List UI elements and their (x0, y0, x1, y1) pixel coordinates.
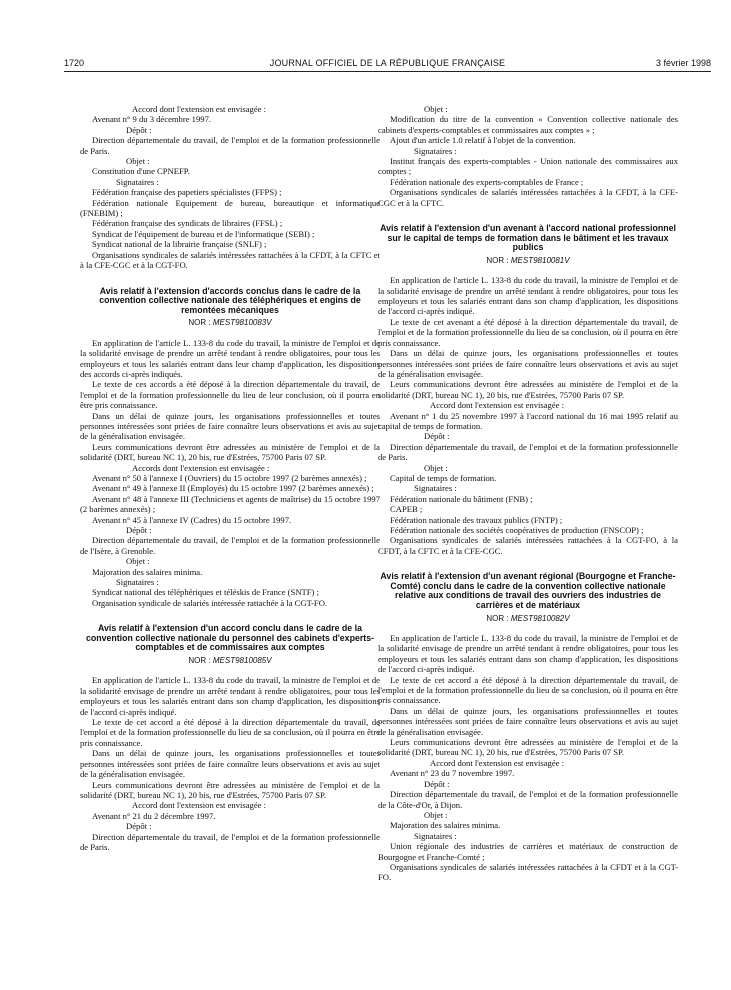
paragraph: Organisations syndicales de salariés intéressées rattachées à la CFDT, à la CFTC et à la CFE-CGC et à la CGT-FO. (80, 249, 380, 271)
section-label: Objet : (424, 809, 448, 820)
journal-title: JOURNAL OFFICIEL DE LA RÉPUBLIQUE FRANÇAISE (269, 58, 506, 68)
paragraph: Direction départementale du travail, de l'emploi et de la formation professionnelle de Paris. (80, 135, 380, 156)
paragraph: Capital de temps de formation. (390, 472, 497, 483)
header-rule (64, 71, 711, 72)
section-label: Accord dont l'extension est envisagée : (430, 400, 564, 411)
paragraph: Avenant n° 23 du 7 novembre 1997. (390, 768, 515, 779)
nor-reference (378, 256, 678, 266)
nor-label: NOR : (486, 613, 509, 623)
paragraph: Institut français des experts-comptables - Union nationale des commissaires aux comptes ; (378, 156, 678, 177)
paragraph: En application de l'article L. 133-8 du code du travail, la ministre de l'emploi et de la solidarité envisage de prendre un arrêté tendant à rendre obligatoires, pour tous les employeurs et tous les salariés entrant dans son champ d'application, les dispositions de l'accord ci-après indiqué. (378, 275, 678, 317)
paragraph: Fédération nationale Equipement de bureau, bureautique et informatique (FNEBIM) ; (80, 197, 380, 219)
paragraph: Direction départementale du travail, de l'emploi et de la formation professionnelle de Paris. (378, 441, 678, 463)
section-label: Dépôt : (126, 525, 152, 535)
section-label: Dépôt : (424, 778, 450, 789)
section-label: Signataires : (414, 830, 457, 841)
nor-reference (80, 318, 380, 328)
paragraph: Fédération nationale des sociétés coopératives de production (FNSCOP) ; (390, 525, 644, 535)
nor-code: MEST9810083V (212, 318, 272, 328)
paragraph: Organisation syndicale de salariés intéressée rattachée à la CGT-FO. (92, 597, 328, 608)
paragraph: Avenant n° 49 à l'annexe II (Employés) du 15 octobre 1997 (2 barèmes annexés) ; (92, 483, 374, 494)
section-label: Accord dont l'extension est envisagée : (430, 757, 564, 768)
paragraph: Leurs communications devront être adressées au ministère de l'emploi et de la solidarité (DRT, bureau NC 1), 20 bis, rue d'Estrées, 75700 Paris 07 SP. (378, 379, 678, 400)
paragraph: Modification du titre de la convention « Convention collective nationale des cabinets d'experts-comptables et commissaires aux comptes » ; (378, 114, 678, 135)
paragraph: Organisations syndicales de salariés intéressées rattachées à la CGT-FO, à la CFDT, à la CFTC et à la CFE-CGC. (378, 535, 678, 556)
paragraph: Syndicat national de la librairie française (SNLF) ; (92, 239, 267, 250)
paragraph: Direction départementale du travail, de l'emploi et de la formation professionnelle de Paris. (80, 831, 380, 852)
paragraph: Syndicat national des téléphériques et téléskis de France (SNTF) ; (92, 587, 319, 598)
notice-title: Avis relatif à l'extension d'un avenant régional (Bourgogne et Franche-Comté) conclu dans le cadre de la convention collective nationale relative aux conditions de travail des ouvriers des industries de carrières et de matériaux (380, 571, 676, 610)
paragraph: Dans un délai de quinze jours, les organisations professionnelles et toutes personnes intéressées sont priées de faire connaître leurs observations et avis au sujet de la généralisation envisagée. (80, 410, 380, 442)
paragraph: Direction départementale du travail, de l'emploi et de la formation professionnelle de l'Isère, à Grenoble. (80, 535, 380, 556)
paragraph: En application de l'article L. 133-8 du code du travail, la ministre de l'emploi et de la solidarité envisage de prendre un arrêté tendant à rendre obligatoires, pour tous les employeurs et tous les salariés entrant dans son champ d'application, les dispositions de l'accord ci-après indiqué. (80, 675, 380, 717)
paragraph: Syndicat de l'équipement de bureau et de l'informatique (SEBI) ; (92, 228, 315, 239)
paragraph: Le texte de ces accords a été déposé à la direction départementale du travail, de l'emploi et de la formation professionnelle du lieu de leur conclusion, où il pourra en être pris connaissance. (80, 379, 380, 411)
paragraph: Majoration des salaires minima. (390, 820, 501, 831)
paragraph: Le texte de cet accord a été déposé à la direction départementale du travail, de l'emploi et de la formation professionnelle du lieu de sa conclusion, où il pourra en être pris connaissance. (378, 674, 678, 706)
paragraph: Fédération nationale des travaux publics (FNTP) ; (390, 514, 563, 525)
nor-code: MEST9810082V (510, 613, 570, 623)
paragraph: Union régionale des industries de carrières et matériaux de construction de Bourgogne et Franche-Comté ; (378, 841, 678, 862)
section-label: Objet : (126, 556, 150, 567)
section-label: Signataires : (414, 145, 457, 156)
paragraph: Le texte de cet accord a été déposé à la direction départementale du travail, de l'emploi et de la formation professionnelle du lieu de sa conclusion, où il pourra en être pris connaissance. (80, 717, 380, 748)
section-label: Signataires : (116, 176, 159, 187)
paragraph: En application de l'article L. 133-8 du code du travail, la ministre de l'emploi et de la solidarité envisage de prendre un arrêté tendant à rendre obligatoires, pour tous les employeurs et tous les salariés entrant dans son champ d'application, les dispositions de l'accord ci-après indiqué. (378, 633, 678, 675)
paragraph: Ajout d'un article 1.0 relatif à l'objet de la convention. (390, 135, 576, 146)
page-number: 1720 (64, 58, 85, 68)
section-label: Signataires : (116, 577, 159, 588)
section-label: Dépôt : (126, 821, 152, 832)
paragraph: Leurs communications devront être adressées au ministère de l'emploi et de la solidarité (DRT, bureau NC 1), 20 bis, rue d'Estrées, 75700 Paris 07 SP. (80, 779, 380, 800)
section-label: Signataires : (414, 483, 457, 494)
paragraph: Avenant n° 9 du 3 décembre 1997. (92, 114, 212, 125)
paragraph: Le texte de cet avenant a été déposé à la direction départementale du travail, de l'emploi et de la formation professionnelle du lieu de sa conclusion, où il pourra en être pris connaissance. (378, 316, 678, 348)
notice-body (378, 275, 678, 556)
notice-body (80, 338, 380, 609)
paragraph: Avenant n° 45 à l'annexe IV (Cadres) du 15 octobre 1997. (92, 514, 292, 525)
nor-label: NOR : (188, 656, 211, 666)
nor-reference (378, 614, 678, 624)
nor-label: NOR : (188, 318, 211, 328)
paragraph: Majoration des salaires minima. (92, 566, 203, 577)
section-label: Dépôt : (424, 431, 450, 442)
notice-title: Avis relatif à l'extension d'un avenant à l'accord national professionnel sur le capital de temps de formation dans le bâtiment et les travaux publics (380, 223, 676, 253)
left-top-block (80, 104, 380, 271)
paragraph: Leurs communications devront être adressées au ministère de l'emploi et de la solidarité (DRT, bureau NC 1), 20 bis, rue d'Estrées, 75700 Paris 07 SP. (80, 441, 380, 463)
left-column (80, 104, 380, 852)
paragraph: En application de l'article L. 133-8 du code du travail, la ministre de l'emploi et de la solidarité envisage de prendre un arrêté tendant à rendre obligatoires, pour tous les employeurs et tous les salariés entrant dans leur champ d'application, les dispositions des accords ci-après indiqués. (80, 337, 380, 379)
paragraph: Constitution d'une CPNEFP. (92, 166, 190, 177)
nor-label: NOR : (486, 255, 509, 265)
paragraph: Organisations syndicales de salariés intéressées rattachées à la CFDT, à la CFE-CGC et à la CFTC. (378, 187, 678, 208)
paragraph: Organisations syndicales de salariés intéressées rattachées à la CFDT et à la CGT-FO. (378, 861, 678, 883)
paragraph: Direction départementale du travail, de l'emploi et de la formation professionnelle de la Côte-d'Or, à Dijon. (378, 789, 678, 810)
paragraph: Fédération française des papetiers spécialistes (FFPS) ; (92, 187, 282, 198)
paragraph: Leurs communications devront être adressées au ministère de l'emploi et de la solidarité (DRT, bureau NC 1), 20 bis, rue d'Estrées, 75700 Paris 07 SP. (378, 737, 678, 758)
paragraph: Fédération nationale des experts-comptables de France ; (390, 176, 584, 187)
paragraph: Fédération nationale du bâtiment (FNB) ; (390, 493, 533, 504)
section-label: Dépôt : (126, 124, 152, 135)
nor-reference (80, 656, 380, 666)
issue-date: 3 février 1998 (655, 58, 711, 68)
paragraph: Avenant n° 1 du 25 novembre 1997 à l'accord national du 16 mai 1995 relatif au capital de temps de formation. (378, 410, 678, 431)
section-label: Objet : (424, 462, 448, 473)
paragraph: Avenant n° 21 du 2 décembre 1997. (92, 810, 216, 821)
paragraph: Dans un délai de quinze jours, les organisations professionnelles et toutes personnes intéressées sont priées de faire connaître leurs observations et avis au sujet de la généralisation envisagée. (80, 748, 380, 780)
paragraph: CAPEB ; (390, 504, 423, 515)
section-label: Accord dont l'extension est envisagée : (132, 800, 266, 811)
nor-code: MEST9810081V (510, 255, 570, 265)
notice-title: Avis relatif à l'extension d'accords conclus dans le cadre de la convention collective nationale des téléphériques et engins de remontées mécaniques (99, 285, 361, 315)
right-top-block (378, 104, 678, 208)
notice-body (378, 633, 678, 883)
nor-code: MEST9810085V (212, 656, 272, 666)
section-label: Accord dont l'extension est envisagée : (132, 104, 266, 114)
section-label: Objet : (424, 104, 448, 114)
page-header (64, 58, 711, 72)
paragraph: Dans un délai de quinze jours, les organisations professionnelles et toutes personnes intéressées sont priées de faire connaître leurs observations et avis au sujet de la généralisation envisagée. (378, 348, 678, 379)
section-label: Objet : (126, 156, 150, 167)
notice-title: Avis relatif à l'extension d'un accord conclu dans le cadre de la convention collective nationale du personnel des cabinets d'experts-comptables et de commissaires aux comptes (85, 623, 375, 653)
paragraph: Avenant n° 50 à l'annexe I (Ouvriers) du 15 octobre 1997 (2 barèmes annexés) ; (92, 472, 367, 483)
notice-body (80, 675, 380, 852)
paragraph: Fédération française des syndicats de libraires (FFSL) ; (92, 218, 283, 229)
paragraph: Dans un délai de quinze jours, les organisations professionnelles et toutes personnes intéressées sont priées de faire connaître leurs observations et avis au sujet de la généralisation envisagée. (378, 705, 678, 737)
section-label: Accords dont l'extension est envisagée : (132, 462, 270, 473)
right-column (378, 104, 678, 883)
paragraph: Avenant n° 48 à l'annexe III (Techniciens et agents de maîtrise) du 15 octobre 1997 (2 barèmes annexés) ; (80, 493, 380, 515)
